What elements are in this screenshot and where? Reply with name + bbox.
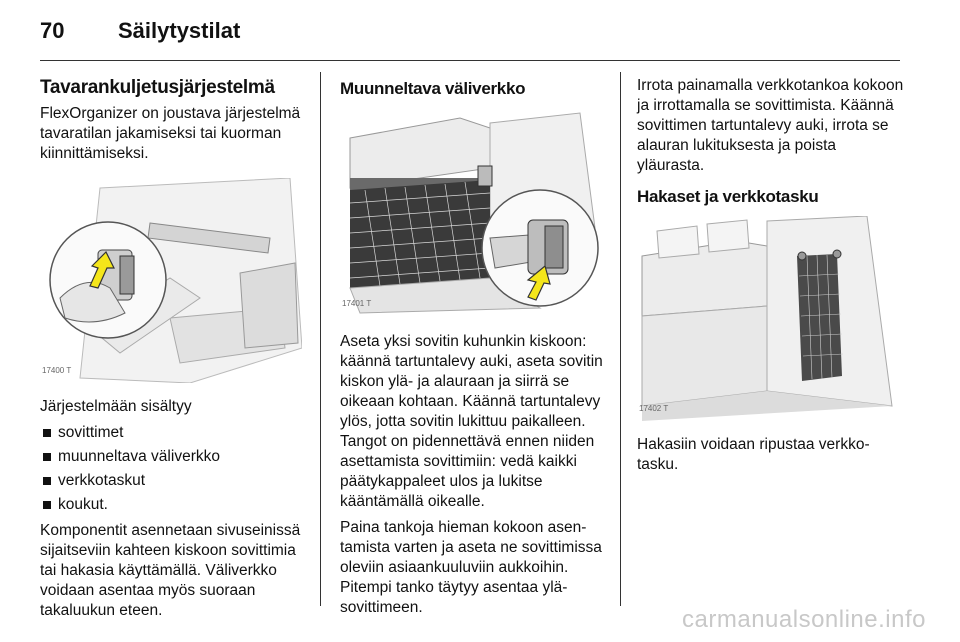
figure-net: [340, 108, 602, 316]
column-3: [637, 76, 905, 481]
figure-hooks: [637, 216, 899, 421]
removal-paragraph: Irrota painamalla verkkotankoa kokoon ja irrottamalla se sovittimista. Käännä sovittimen tartuntalevy auki, irrota se alauran lukituksesta ja poista yläurasta.: [637, 77, 904, 174]
list-item: sovittimet: [40, 423, 305, 443]
list-item: verkkotaskut: [40, 471, 305, 491]
net-illustration: [340, 108, 602, 316]
net-paragraph-1: Aseta yksi sovitin kuhunkin kiskoon: käännä tartuntalevy auki, aseta sovitin kiskon ylä- ja alauraan ja siirrä se oikeaan kohtaan. Käännä tartuntalevy ylös, jotta sovitin lukittuu paikalleen. Tangot on pidennettävä ennen niiden asettamista sovittimiin: vedä kaikki päätykappaleet ulos ja lukitse kääntämällä oikealle.: [340, 333, 603, 510]
figure-code: 17400 T: [42, 366, 72, 375]
section-heading-hooks: Hakaset ja verkkotasku: [637, 187, 819, 206]
page-number: 70: [40, 18, 65, 43]
list-item: muunneltava väliverkko: [40, 447, 305, 467]
hooks-paragraph: Hakasiin voidaan ripustaa verkkotasku.: [637, 436, 870, 473]
figure-code: 17401 T: [342, 299, 372, 308]
figure-adapter: [40, 178, 302, 383]
outro-paragraph: Komponentit asennetaan sivuseinissä sijaitseviin kahteen kiskoon sovittimia tai hakasia käyttämällä. Väliverkko voidaan asentaa myös suoraan takaluukun eteen.: [40, 522, 301, 619]
column-divider-1: [320, 72, 321, 606]
column-divider-2: [620, 72, 621, 606]
net-paragraph-2: Paina tankoja hieman kokoon asentamista varten ja aseta ne sovittimissa oleviin asiaankuuluviin aukkoihin. Pitempi tanko täytyy asentaa yläsovittimeen.: [340, 519, 602, 616]
contents-list: [40, 423, 305, 515]
intro-paragraph: FlexOrganizer on joustava järjestelmä tavaratilan jakamiseksi tai kuorman kiinnittämiseksi.: [40, 105, 301, 162]
list-intro: Järjestelmään sisältyy: [40, 398, 192, 415]
section-heading-cargo-system: Tavarankuljetusjärjestelmä: [40, 77, 275, 98]
list-item: koukut.: [40, 495, 305, 515]
column-1: [40, 76, 305, 627]
header-rule: [40, 60, 900, 61]
section-heading-net: Muunneltava väliverkko: [340, 79, 526, 98]
watermark: carmanualsonline.info: [682, 606, 926, 633]
adapter-illustration: [40, 178, 302, 383]
page-title: Säilytystilat: [118, 18, 241, 43]
figure-code: 17402 T: [639, 404, 669, 413]
column-2: [340, 76, 605, 624]
hooks-illustration: [637, 216, 899, 421]
